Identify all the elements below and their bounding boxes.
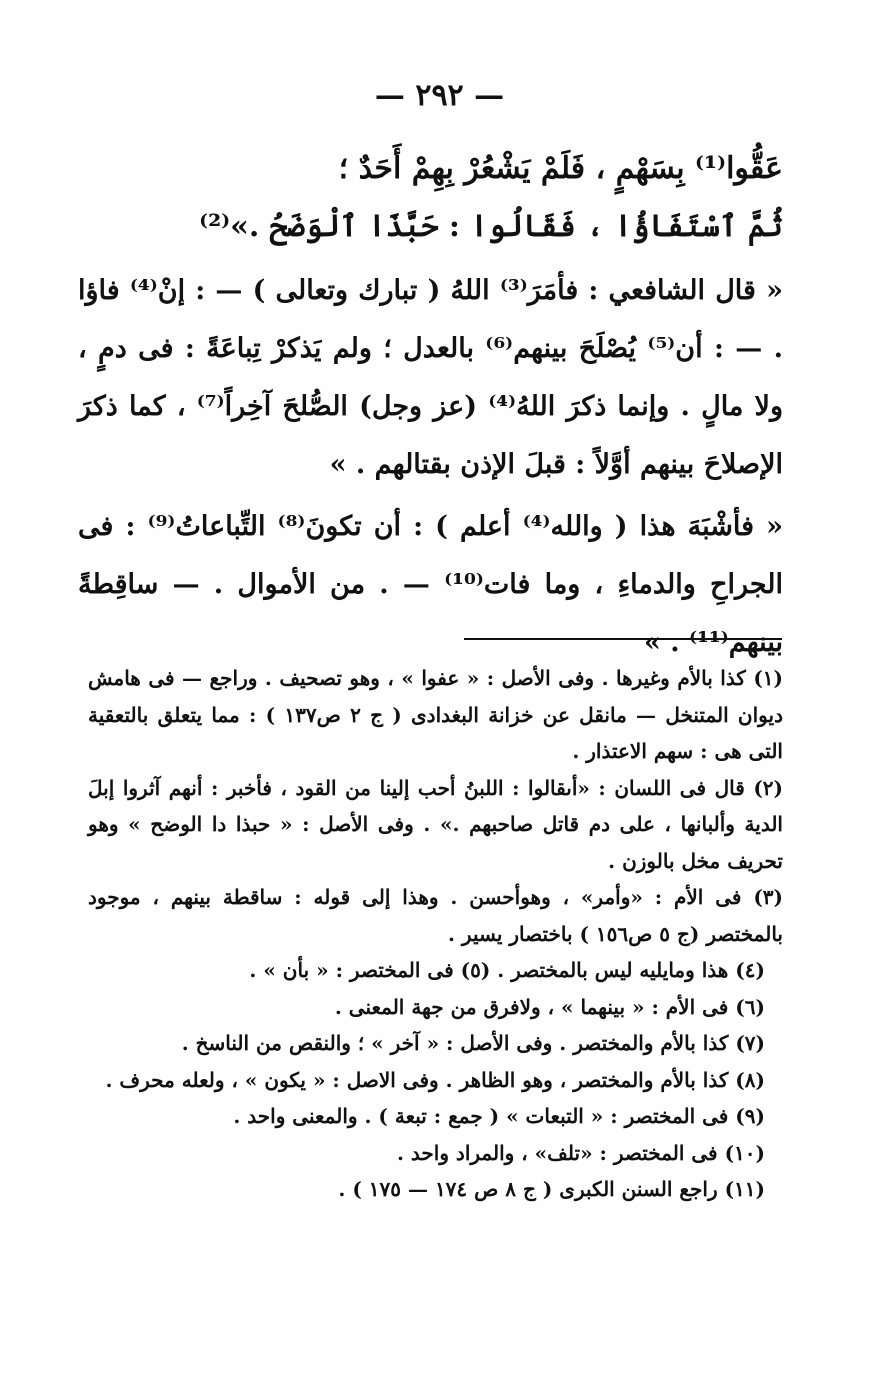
footnote-3: (٣) فى الأم : «وأمر» ، وهوأحسن . وهذا إلى قوله : ساقطة بينهم ، موجود بالمختصر (ج ٥ ص١٥٦ ) باختصار يسير . <box>88 885 783 946</box>
footnote-11: (١١) راجع السنن الكبرى ( ج ٨ ص ١٧٤ — ١٧٥ ) . <box>338 1177 765 1201</box>
footnote-6: (٦) فى الأم : « بينهما » ، ولافرق من جهة المعنى . <box>334 994 765 1019</box>
footnote-7: (٧) كذا بالأم والمختصر . وفى الأصل : « آخر » ؛ والنقص من الناسخ . <box>181 1031 765 1055</box>
footnote-8: (٨) كذا بالأم والمختصر ، وهو الظاهر . وفى الاصل : « يكون » ، ولعله محرف . <box>105 1067 765 1092</box>
verse-line-1: عَقُّوا⁽¹⁾ بِسَهْمٍ ، فَلَمْ يَشْعُرْ بِهِمْ أَحَدٌ ؛ <box>338 151 783 186</box>
footnote-9: (٩) فى المختصر : « التبعات » ( جمع : تبعة ) . والمعنى واحد . <box>233 1104 765 1128</box>
footnote-divider <box>464 638 782 640</box>
main-text <box>78 140 783 676</box>
paragraph-2: « فأشْبَهَ هذا ( والله⁽⁴⁾ أعلم ) : أن تكونَ⁽⁸⁾ التِّباعاتُ⁽⁹⁾ : فى الجراحِ والدماءِ ، وما فات⁽¹⁰⁾ — . من الأموال . — ساقِطةً بينهم⁽¹¹⁾ . » <box>78 511 783 658</box>
footnote-4-5: (٤) هذا ومايليه ليس بالمختصر . (٥) فى المختصر : « بأن » . <box>249 958 765 982</box>
paragraph-1: « قال الشافعي : فأمَرَ⁽³⁾ اللهُ ( تبارك وتعالى ) — : إنْ⁽⁴⁾ فاؤا . — : أن⁽⁵⁾ يُصْلَحَ بينهم⁽⁶⁾ بالعدل ؛ ولم يَذكرْ تِباعَةً : فى دمٍ ، ولا مالٍ . وإنما ذكرَ اللهُ⁽⁴⁾ (عز وجل) الصُّلحَ آخِراً⁽⁷⁾ ، كما ذكرَ الإصلاحَ بينهم أوَّلاً : قبلَ الإذن بقتالهم . » <box>78 275 783 480</box>
footnotes <box>88 660 783 1208</box>
verse-line-2: ثُمَّ ٱسْتَفَاؤُا ، فَقَالُوا : حَبَّذَا ٱلْوَضَحُ .»⁽²⁾ <box>199 209 783 244</box>
footnote-1: (١) كذا بالأم وغيرها . وفى الأصل : « عفوا » ، وهو تصحيف . وراجع — فى هامش ديوان المتنخل — مانقل عن خزانة البغدادى ( ج ٢ ص١٣٧ ) : مما يتعلق بالتعقية التى هى : سهم الاعتذار . <box>88 666 783 763</box>
footnote-2: (٢) قال فى اللسان : «أىقالوا : اللبنُ أحب إلينا من القود ، فأخبر : أنهم آثروا إبلَ الدية وألبانها ، على دم قاتل صاحبهم .» . وفى الأصل : « حبذا دا الوضح » وهو تحريف مخل بالوزن . <box>88 775 783 873</box>
footnote-10: (١٠) فى المختصر : «تلف» ، والمراد واحد . <box>396 1140 765 1165</box>
page-number: — ٢٩٢ — <box>374 78 505 113</box>
